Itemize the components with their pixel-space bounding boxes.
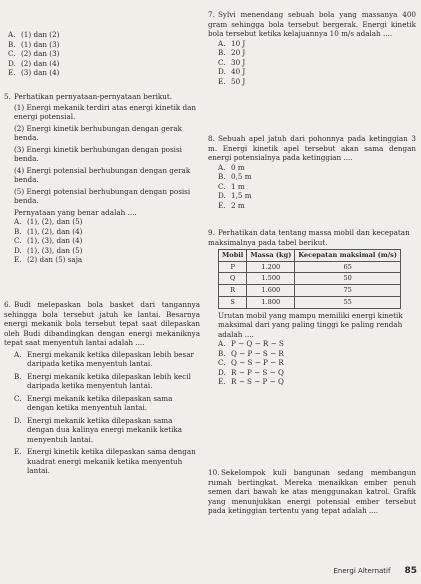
option: A. 0 m <box>218 162 245 172</box>
option: A. (1) dan (2) <box>8 30 60 39</box>
question-stem: 5. Perhatikan pernyataan-pernyataan berikut. <box>4 92 173 101</box>
table-cell: 55 <box>295 296 401 308</box>
table-cell: S <box>219 296 247 308</box>
statement: (3) Energi kinetik berhubungan dengan posisi benda. <box>14 144 182 163</box>
statement: (4) Energi potensial berhubungan dengan gerak benda. <box>14 165 191 184</box>
option: B. 20 J <box>218 48 246 57</box>
question-stem: 8. Sebuah apel jatuh dari pohonnya pada ketinggian 3 m. Energi kinetik apel tersebut akan sama dengan energi potensialnya pada ketinggian .... <box>208 134 416 162</box>
question-9 <box>168 228 416 387</box>
option: D. (1), (3), dan (5) <box>14 245 83 255</box>
previous-question-options <box>8 30 68 78</box>
option: C. Q − S − P − R <box>218 358 284 368</box>
table-cell: 1.800 <box>247 296 295 308</box>
statement: (5) Energi potensial berhubungan dengan posisi benda. <box>14 186 191 205</box>
table-cell: 1.600 <box>247 285 295 297</box>
car-data-table <box>218 249 401 309</box>
option: E. 50 J <box>218 76 246 86</box>
question-7 <box>208 10 416 86</box>
option: A. (1), (2), dan (5) <box>14 217 83 226</box>
table-row <box>219 296 401 308</box>
option: D. 1,5 m <box>218 191 252 200</box>
question-8 <box>208 134 416 210</box>
option: D. (2) dan (4) <box>8 58 60 68</box>
table-cell: Q <box>219 273 247 285</box>
option: B. 0,5 m <box>218 172 252 181</box>
question-10 <box>208 468 416 516</box>
column-header: Massa (kg) <box>247 250 295 262</box>
table-cell: R <box>219 285 247 297</box>
question-stem: 7. Sylvi menendang sebuah bola yang massanya 400 gram sehingga bola tersebut bergerak. Energi kinetik bola tersebut ketika kelajuannya 10 m/s adalah .... <box>208 10 416 38</box>
table-cell: 75 <box>295 285 401 297</box>
page-footer <box>334 566 418 578</box>
answer-options <box>168 339 416 387</box>
answer-options <box>208 163 416 211</box>
option: C. 1 m <box>218 181 245 191</box>
option: A. Energi mekanik ketika dilepaskan lebih besar daripada ketika menyentuh lantai. <box>14 349 194 368</box>
option: B. (1) dan (3) <box>8 39 60 49</box>
question-stem: 9. Perhatikan data tentang massa mobil dan kecepatan maksimalnya pada tabel berikut. <box>208 228 410 247</box>
table-cell: 1.500 <box>247 273 295 285</box>
column-header: Mobil <box>219 250 247 262</box>
table-header-row <box>219 250 401 262</box>
option: E. R − S − P − Q <box>218 377 284 387</box>
table-cell: 65 <box>295 261 401 273</box>
option: C. 30 J <box>218 57 246 67</box>
option: E. 2 m <box>218 200 245 210</box>
option: D. 40 J <box>218 67 246 76</box>
table-row <box>219 285 401 297</box>
option: D. R − P − S − Q <box>218 367 284 377</box>
option: B. Q − P − S − R <box>218 348 284 358</box>
question-stem: 6. Budi melepaskan bola basket dari tangannya sehingga bola tersebut jatuh ke lantai. Besarnya energi mekanik bola tersebut tepat saat dilepaskan oleh Budi dibandingkan dengan energi mekaniknya tepat saat menyentuh lantai adalah .... <box>4 300 200 347</box>
question-prompt: Pernyataan yang benar adalah .... <box>14 207 137 217</box>
table-row <box>219 273 401 285</box>
column-header: Kecepatan maksimal (m/s) <box>295 250 401 262</box>
table-cell: 1.200 <box>247 261 295 273</box>
option: B. Energi mekanik ketika dilepaskan lebih kecil daripada ketika menyentuh lantai. <box>14 371 191 390</box>
page-number: 85 <box>404 566 417 577</box>
table-cell: P <box>219 261 247 273</box>
table-row <box>219 261 401 273</box>
statement-list <box>4 103 202 206</box>
question-stem: 10. Sekelompok kuli bangunan sedang membangun rumah bertingkat. Mereka menaikkan ember penuh semen dari bawah ke atas menggunakan katrol. Grafik yang menunjukkan energi potensial ember tersebut pada ketinggian tertentu yang tepat adalah .... <box>208 468 416 515</box>
answer-options <box>208 39 416 87</box>
option: E. (2) dan (5) saja <box>14 255 83 264</box>
option: D. Energi mekanik ketika dilepaskan sama dengan dua kalinya energi mekanik ketika menyentuh lantai. <box>14 415 183 444</box>
question-prompt: Urutan mobil yang mampu memiliki energi kinetik maksimal dari yang paling tinggi ke paling rendah adalah .... <box>218 310 403 339</box>
option: A. 10 J <box>218 38 246 48</box>
statement: (2) Energi kinetik berhubungan dengan gerak benda. <box>14 123 183 142</box>
table-cell: 50 <box>295 273 401 285</box>
option: C. Energi mekanik ketika dilepaskan sama dengan ketika menyentuh lantai. <box>14 393 173 412</box>
option: E. Energi kinetik ketika dilepaskan sama dengan kuadrat energi mekanik ketika menyentuh lantai. <box>14 447 196 475</box>
option: B. (1), (2), dan (4) <box>14 226 83 236</box>
option: C. (1), (3), dan (4) <box>14 236 83 245</box>
chapter-label: Energi Alternatif <box>333 567 391 576</box>
option: A. P − Q − R − S <box>218 339 284 349</box>
option: E. (3) dan (4) <box>8 68 60 77</box>
statement: (1) Energi mekanik terdiri atas energi kinetik dan energi potensial. <box>14 102 197 121</box>
option: C. (2) dan (3) <box>8 49 60 58</box>
